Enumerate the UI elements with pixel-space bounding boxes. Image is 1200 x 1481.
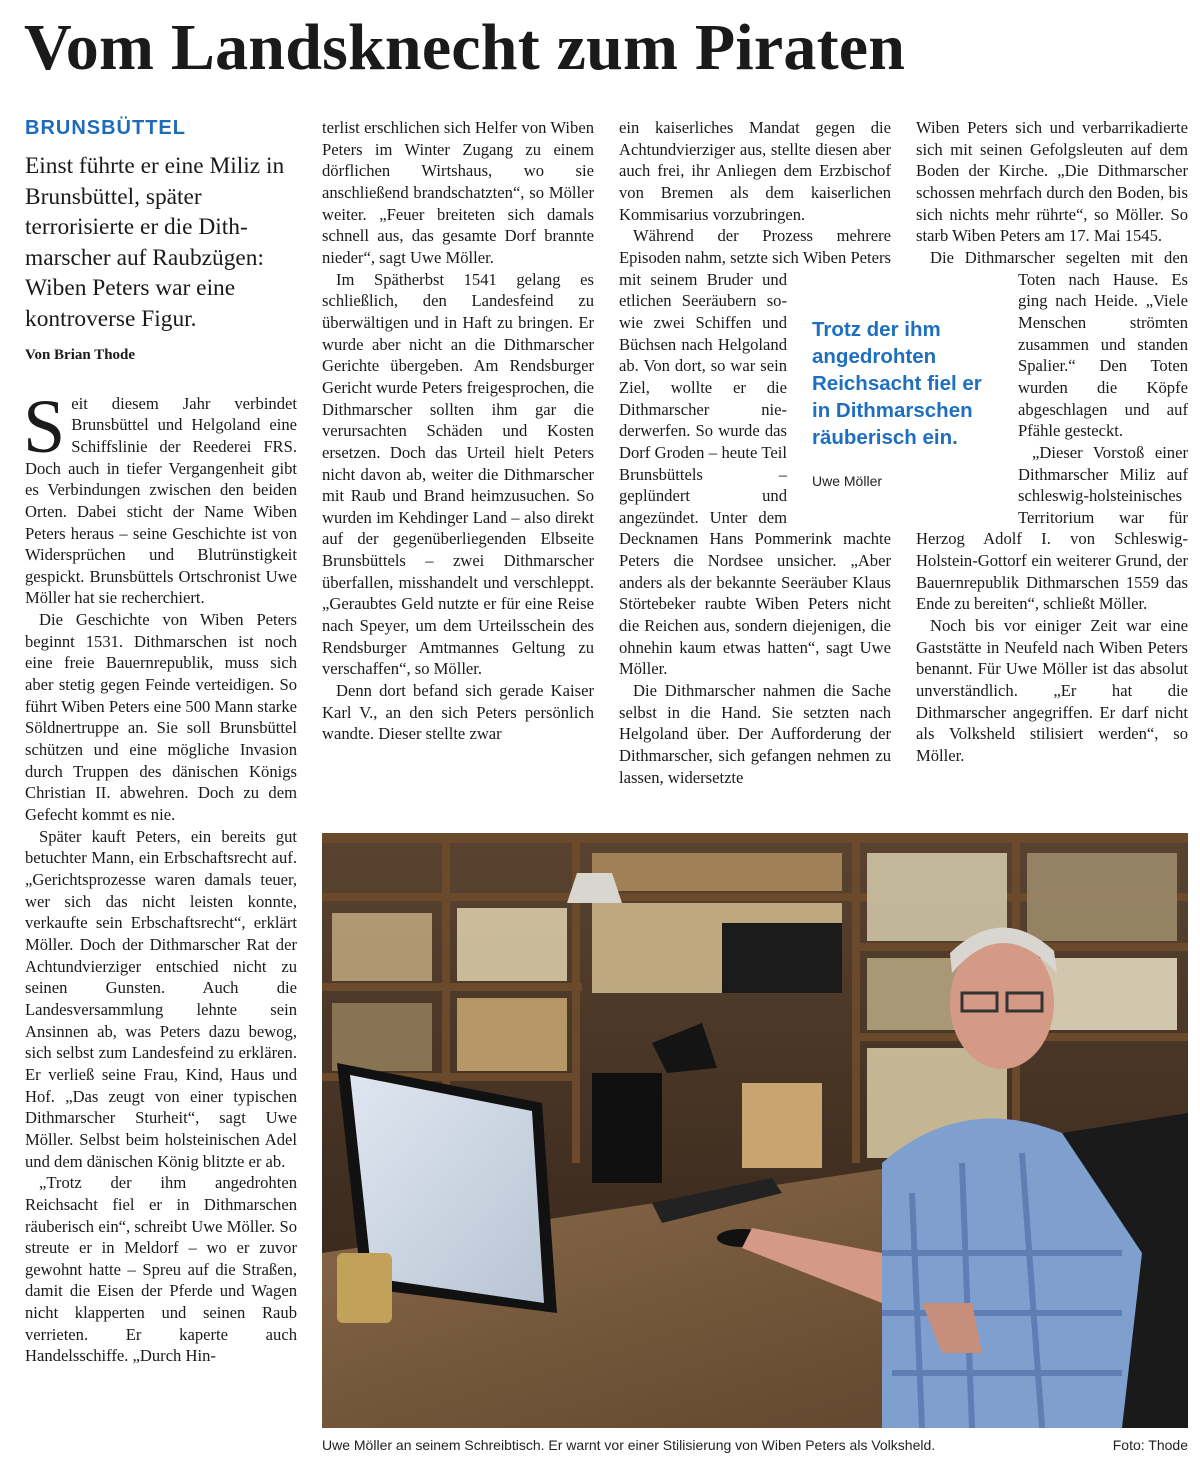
paragraph: Die Dithmarscher segelten mit den Toten nach Hause. Es ging nach Heide. „Viele Menschen strömten zusammen und standen Spalier.“ Den Toten wurden die Köpfe abgeschlagen und auf Pfähle gesteckt. [930, 247, 1188, 441]
photo-credit: Foto: Thode [1112, 1437, 1188, 1453]
paragraph: Im Spätherbst 1541 gelang es schließlich, den Landesfeind zu überwältigen und in Haft zu bringen. Er wurde aber nicht an die Dithmarscher Gerichte übergeben. Am Rendsburger Gericht wurde Peters freigesprochen, die Dithmarscher sollten ihm gar die verursachten Schäden und Kosten ersetzen. Doch das Urteil hielt Peters nicht davon ab, weiter die Dithmarscher mit Raub und Brand heimzusuchen. So wurden im Kehdinger Land – also direkt auf der gegenüberliegenden Elbseite Brunsbüttels – zwei Dithmarscher überfallen, misshandelt und verschleppt. „Geraubtes Geld nutzte er für eine Reise nach Speyer, um dem Urteilsschein des Rendsburger Amtmannes Geltung zu verschaffen“, so Möller. [322, 269, 594, 679]
drop-cap: S [23, 384, 66, 469]
pull-quote-line: Reichsacht fiel er [812, 372, 982, 395]
article-column-2 [322, 117, 594, 745]
byline: Von Brian Thode [25, 346, 136, 363]
paragraph-text: eit diesem Jahr verbindet Brunsbüttel und Helgoland eine Schiffslinie der Reederei FRS. Doch auch in tiefer Vergangenheit gibt es Verbindungen zwischen den beiden Orten. Dabei sticht der Name Wiben Peters heraus – seine Geschichte ist von Widersprüchen und Blutrünstigkeit gespickt. Brunsbüttels Ortschronist Uwe Möller hat sie recherchiert. [25, 393, 297, 608]
photo-caption-bar [322, 1436, 1188, 1454]
paragraph: Die Geschichte von Wiben Peters beginnt 1531. Dithmarschen ist noch eine freie Bauernrepublik, muss sich aber stetig gegen Feinde verteidigen. So führt Wiben Peters eine 500 Mann starke Söldnertruppe an. Sie soll Brunsbüttel schützen und eine mögliche Invasion durch Truppen des dänischen Königs Christian II. abwehren. Doch zu dem Gefecht kommt es nie. [25, 610, 297, 825]
pull-quote-line: in Dithmarschen [812, 399, 973, 422]
paragraph: Denn dort befand sich gerade Kaiser Karl V., an den sich Peters persönlich wandte. Dieser stellte zwar [322, 681, 594, 744]
article-photo [322, 833, 1188, 1428]
paragraph: ein kaiserliches Mandat gegen die Achtundvierziger aus, stellte diesen aber auch frei, ihr Anliegen dem Erzbischof von Bremen als dem kaiserlichen Kommisarius vorzubringen. [619, 118, 891, 224]
pen-cup [337, 1253, 392, 1323]
stereo [722, 923, 842, 993]
paragraph: terlist erschlichen sich Helfer von Wiben Peters im Winter Zugang zu einem dörflichen Wirtshaus, wo sie anschließend brandschatzten“, so Möller weiter. „Feuer breiteten sich damals schnell aus, das gesamte Dorf brannte nieder“, sagt Uwe Möller. [322, 118, 594, 267]
pull-quote [812, 316, 1002, 489]
photo-caption: Uwe Möller an seinem Schreibtisch. Er warnt vor einer Stilisierung von Wiben Peters als Volksheld. [322, 1437, 936, 1453]
kicker-location: BRUNSBÜTTEL [25, 117, 186, 139]
subheadline: Einst führte er eine Miliz in Brunsbüttel, später terrorisierte er die Dithmarscher auf Raubzügen: Wiben Peters war eine kontroverse Figur. [25, 153, 285, 332]
article-column-1 [25, 117, 297, 1367]
photo-study-desk-illustration [322, 833, 1188, 1428]
lead-paragraph [23, 384, 297, 610]
pull-quote-line: Trotz der ihm [812, 318, 941, 341]
pull-quote-line: räuberisch ein. [812, 426, 958, 449]
paragraph: Während der Prozess mehrere Episoden nahm, setzte sich Wiben Peters mit seinem Bruder und etlichen Seeräubern sowie zwei Schiffen und Büchsen nach Helgoland ab. Von dort, so war sein Ziel, wollte er die Dithmarscher niederwerfen. So wurde das Dorf Groden – heute Teil Brunsbüttels – geplündert und angezündet. Unter dem Decknamen Hans Pommerink machte Peters die Nordsee unsicher. „Aber anders als der bekannte Seeräuber Klaus Störtebeker raubte Wiben Peters nicht die Reichen aus, sondern diejenigen, die ohnehin kaum etwas hatten“, sagt Uwe Möller. [619, 226, 891, 679]
drawer-unit [742, 1083, 822, 1168]
paragraph: „Dieser Vorstoß einer Dithmarscher Miliz auf schleswig-holsteinisches Territorium war für Herzog Adolf I. von Schleswig-Holstein-Gottorf ein weiterer Grund, der Bauernrepublik Dithmarschen 1559 das Ende zu bereiten“, schließt Möller. [916, 442, 1188, 614]
paragraph: Später kauft Peters, ein bereits gut betuchter Mann, ein Erbschaftsrecht auf. „Gerichtsprozesse waren damals teuer, wer sich das nicht leisten konnte, verkaufte sein Erbschaftsrecht“, erklärt Möller. Doch der Dithmarscher Rat der Achtundvierziger entschied nicht zu seinen Gunsten. Auch die Landesversammlung lehnte sein Ansinnen ab, was Peters dazu bewog, sich selbst zum Landesfeind zu erklären. Er verließ seine Frau, Kind, Haus und Hof. „Das zeugt von einer typischen Dithmarscher Sturheit“, sagt Uwe Möller. Selbst beim holsteinischen Adel und dem dänischen König blitzte er ab. [25, 826, 297, 1171]
paragraph: Wiben Peters sich und verbarrikadierte sich mit seinen Gefolgsleuten auf dem Boden der Kirche. „Die Dithmarscher schossen mehrfach durch den Boden, bis sich nichts mehr rührte“, so Möller. So starb Wiben Peters am 17. Mai 1545. [916, 118, 1188, 246]
pull-quote-author: Uwe Möller [812, 473, 883, 489]
paragraph: „Trotz der ihm angedrohten Reichsacht fiel er in Dithmarschen räuberisch ein“, schreibt Uwe Möller. So streute er in Meldorf – wo er zuvor gewohnt hatte – Spreu auf die Straßen, damit die Eisen der Pferde und Wagen nicht klapperten und seinen Raub verrieten. Er kaperte auch Handelsschiffe. „Durch Hin- [25, 1173, 297, 1366]
paragraph: Noch bis vor einiger Zeit war eine Gaststätte in Neufeld nach Wiben Peters benannt. Für Uwe Möller ist das absolut unverständlich. „Er hat die Dithmarscher angegriffen. Er darf nicht als Volksheld stilisiert werden“, so Möller. [916, 616, 1188, 766]
headline: Vom Landsknecht zum Piraten [24, 11, 906, 84]
paragraph: Die Dithmarscher nahmen die Sache selbst in die Hand. Sie setzten nach Helgoland über. Der Aufforderung der Dithmarscher, sich gefangen nehmen zu lassen, widersetzte [619, 681, 891, 787]
pull-quote-line: angedrohten [812, 345, 937, 368]
